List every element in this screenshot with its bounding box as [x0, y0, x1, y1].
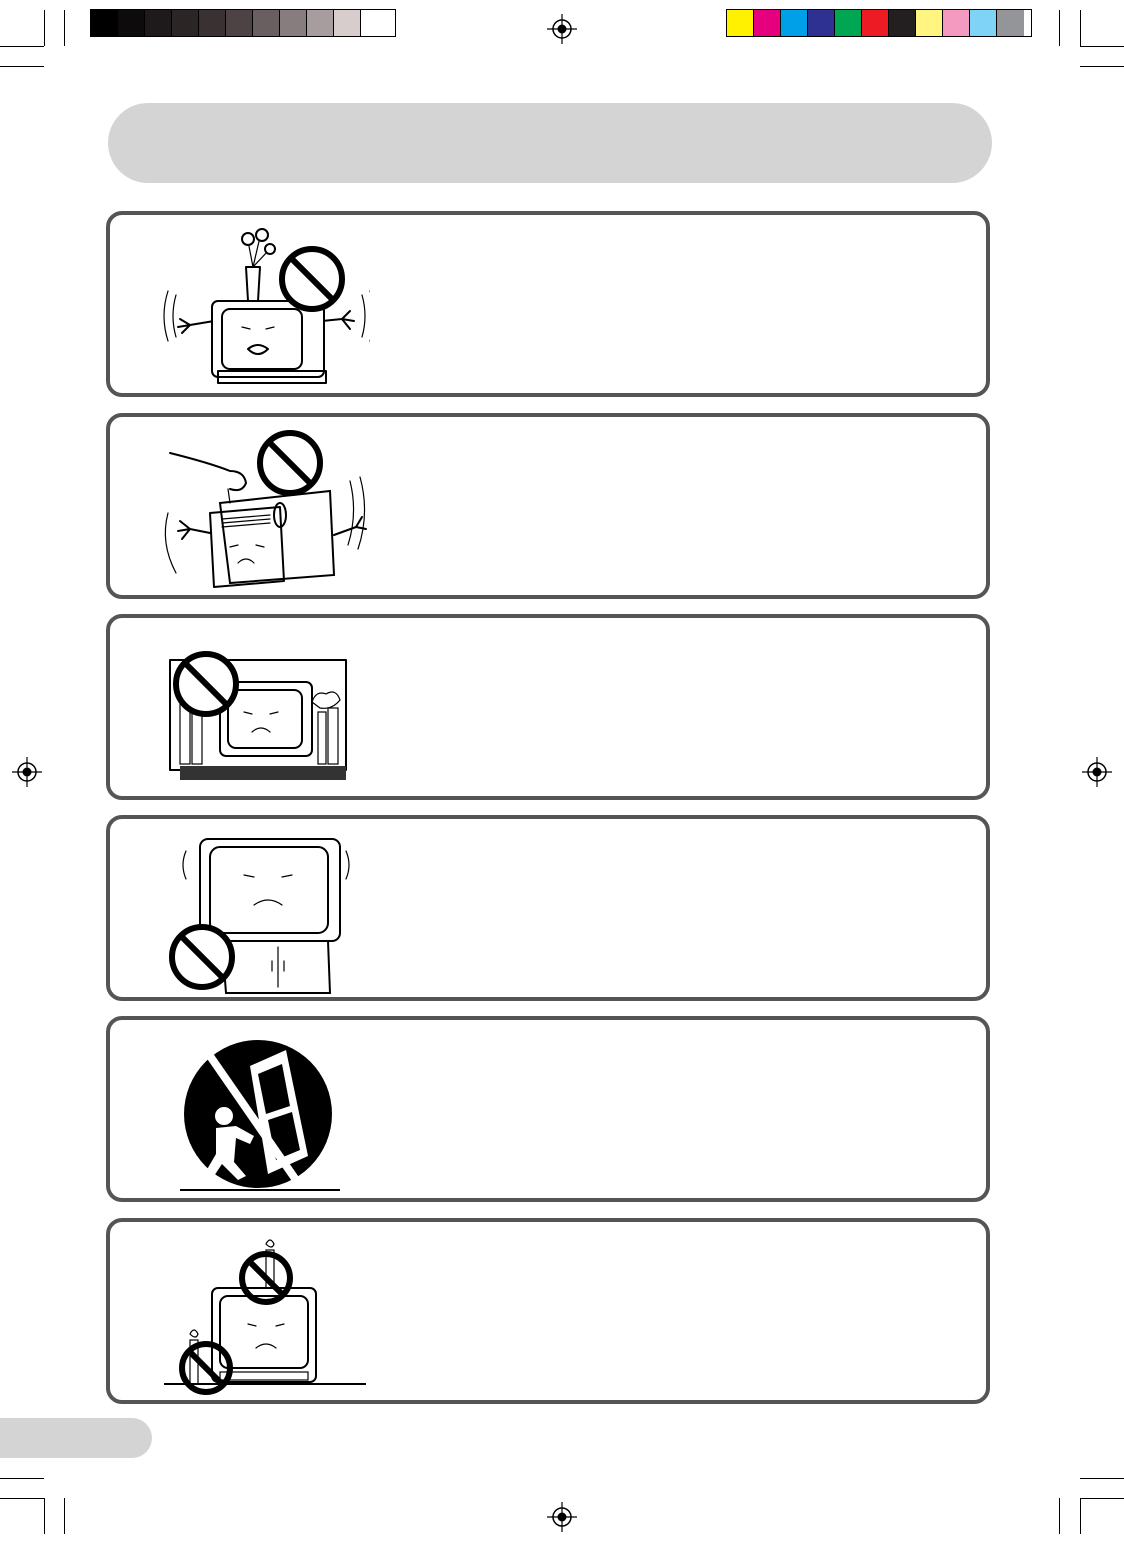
- pulling-tv-back-cover-prohibited-icon: [150, 423, 370, 593]
- gray-swatch: [199, 10, 226, 36]
- warning-panel-5: [106, 1016, 990, 1202]
- warning-panel-3: [106, 614, 990, 800]
- gray-swatch: [280, 10, 307, 36]
- page-number-tab: [0, 1418, 152, 1458]
- color-swatch: [862, 10, 889, 36]
- registration-mark-left-icon: [12, 757, 42, 787]
- color-swatch: [997, 10, 1024, 36]
- warning-panel-1: [106, 211, 990, 397]
- color-swatch: [889, 10, 916, 36]
- gray-swatch: [253, 10, 280, 36]
- gray-swatch: [334, 10, 361, 36]
- registration-mark-top-icon: [547, 14, 577, 44]
- registration-mark-right-icon: [1082, 757, 1112, 787]
- gray-swatch: [226, 10, 253, 36]
- registration-mark-bottom-icon: [547, 1502, 577, 1532]
- gray-swatch: [361, 10, 388, 36]
- color-swatch: [727, 10, 754, 36]
- grayscale-calibration-bar: [90, 9, 396, 37]
- warning-panel-6: [106, 1218, 990, 1404]
- cart-tip-over-warning-icon: [150, 1026, 370, 1196]
- gray-swatch: [91, 10, 118, 36]
- section-header-band: [108, 103, 992, 183]
- open-flame-candle-prohibited-icon: [150, 1228, 370, 1398]
- gray-swatch: [172, 10, 199, 36]
- gray-swatch: [118, 10, 145, 36]
- tv-with-flower-vase-prohibited-icon: [150, 221, 370, 391]
- gray-swatch: [307, 10, 334, 36]
- color-calibration-bar: [726, 9, 1032, 37]
- color-swatch: [835, 10, 862, 36]
- tv-in-enclosed-cabinet-prohibited-icon: [150, 624, 370, 794]
- tv-on-unstable-stand-prohibited-icon: [150, 825, 370, 995]
- warning-panel-2: [106, 413, 990, 599]
- color-swatch: [970, 10, 997, 36]
- color-swatch: [754, 10, 781, 36]
- color-swatch: [916, 10, 943, 36]
- color-swatch: [781, 10, 808, 36]
- gray-swatch: [145, 10, 172, 36]
- color-swatch: [808, 10, 835, 36]
- warning-panel-4: [106, 815, 990, 1001]
- color-swatch: [943, 10, 970, 36]
